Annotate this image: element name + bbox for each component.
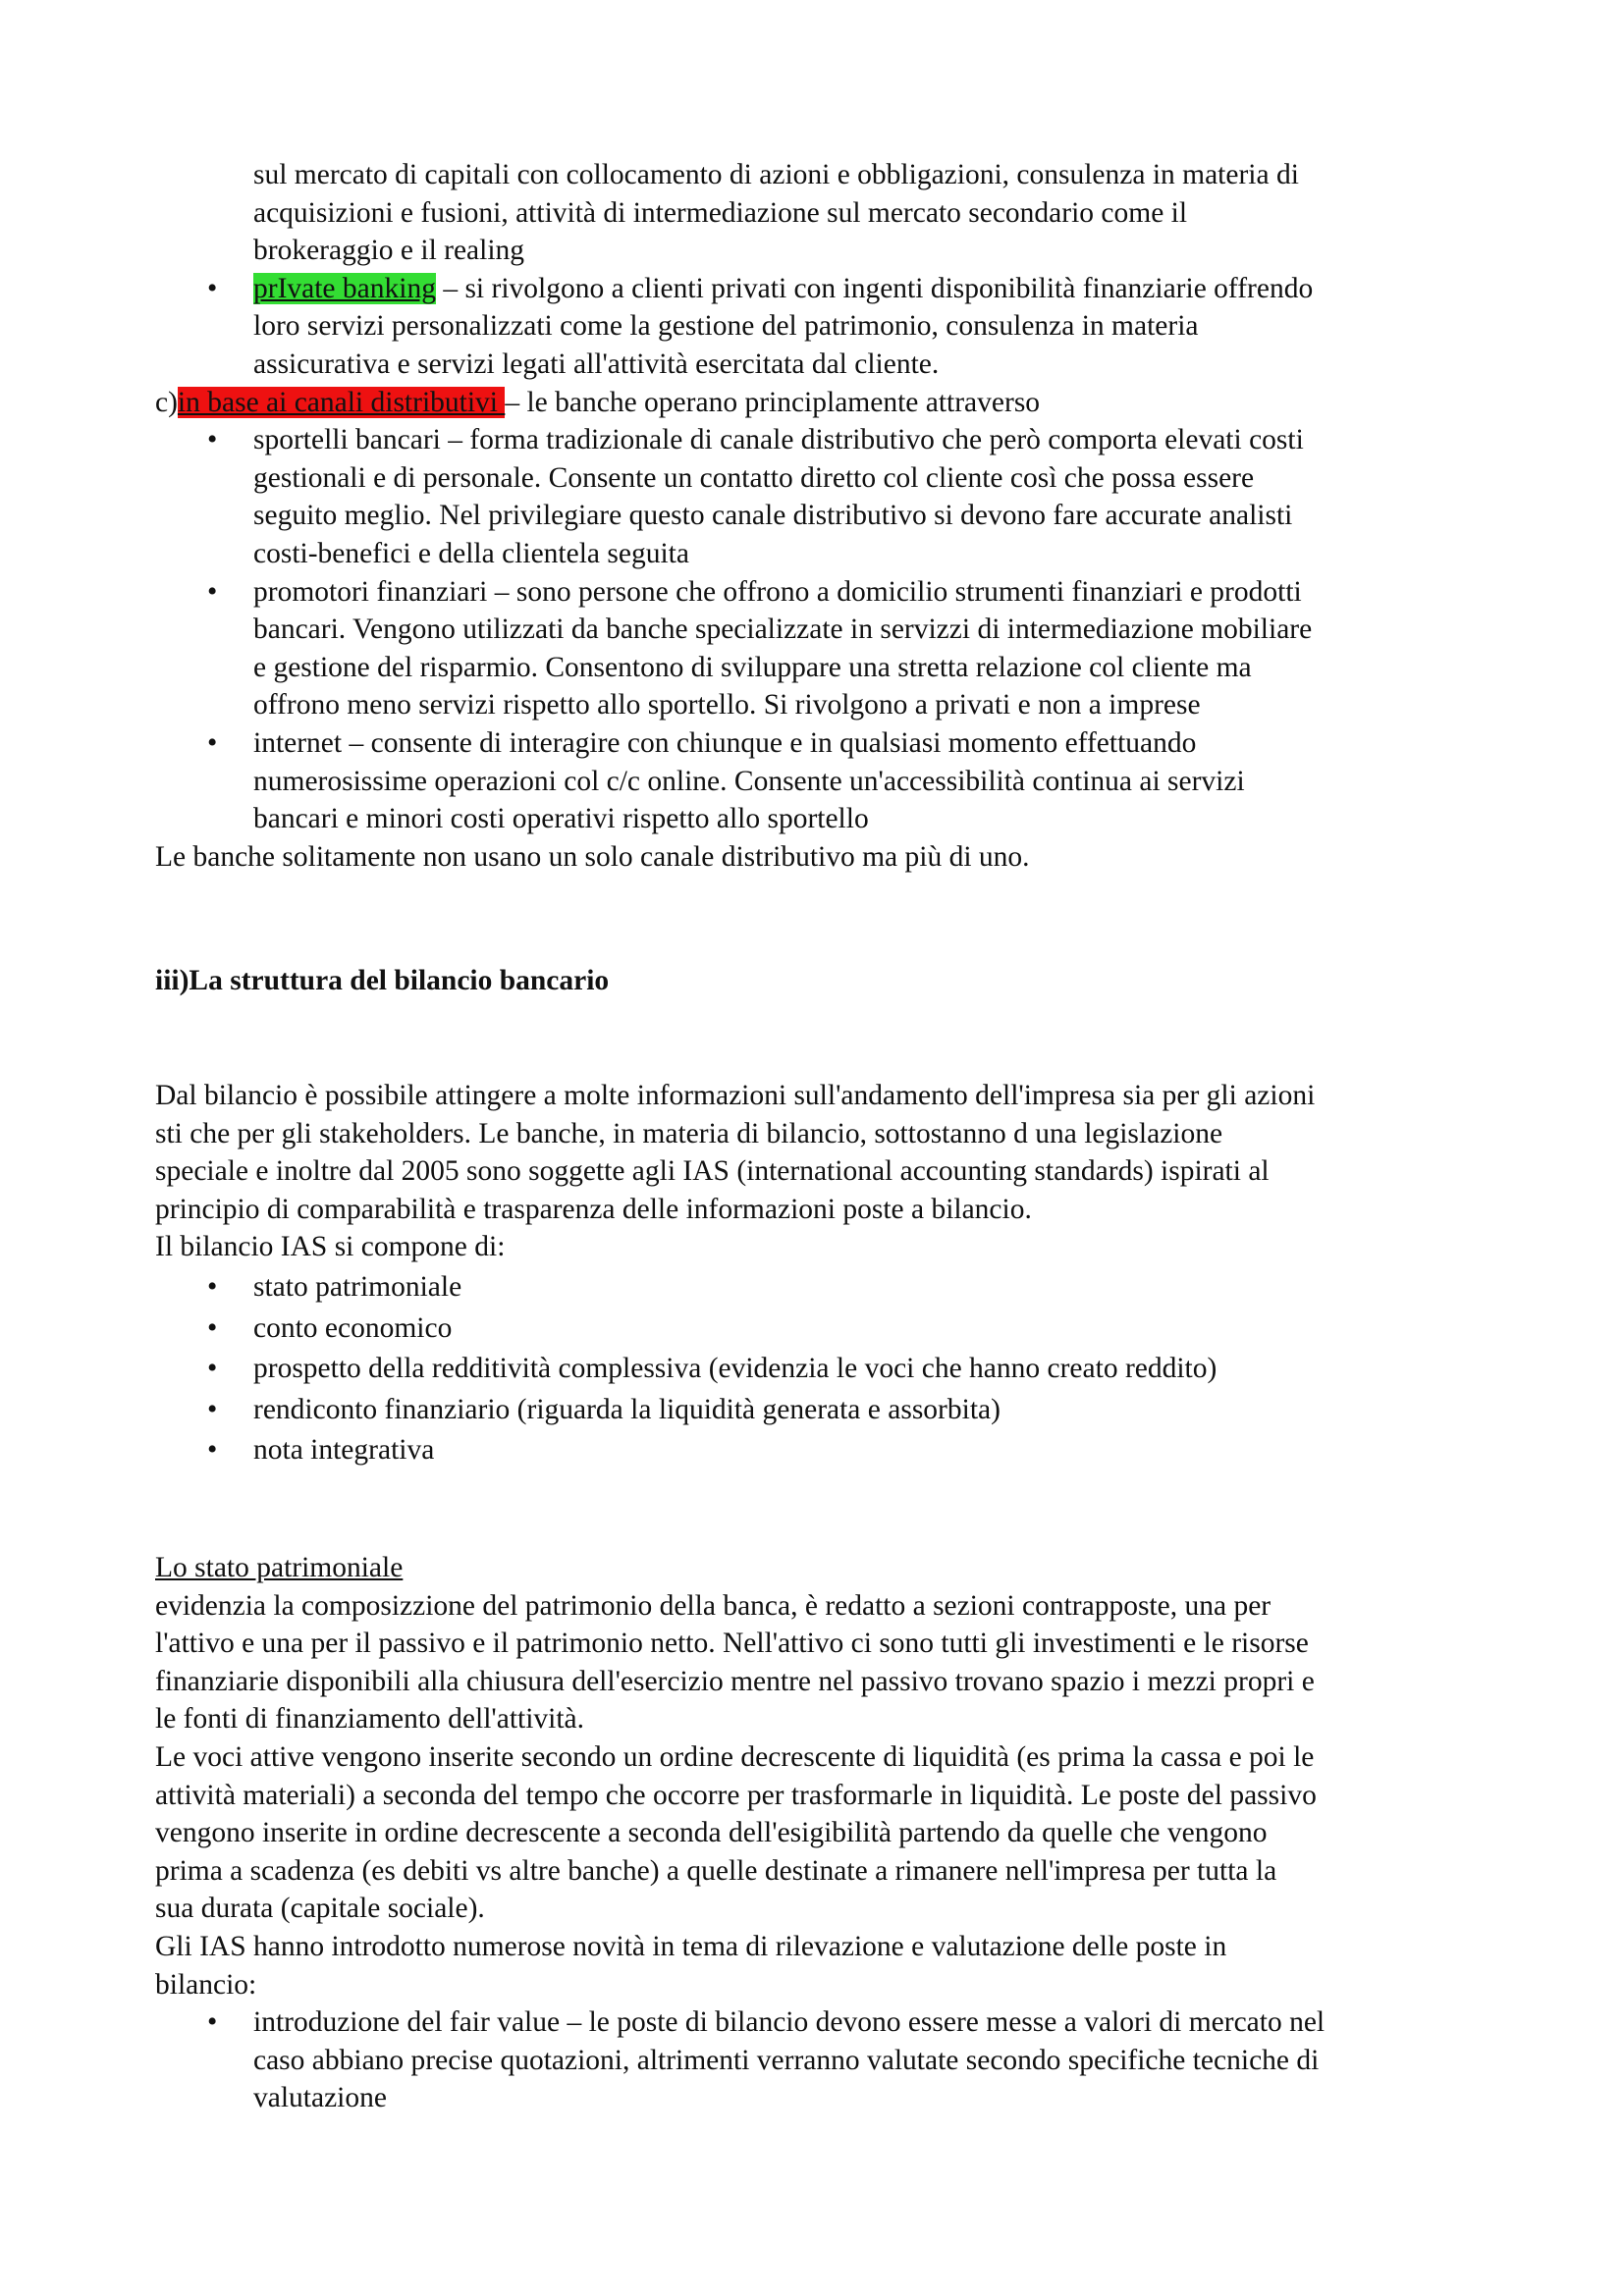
text-line: caso abbiano precise quotazioni, altrimenti verranno valutate secondo specifiche tecniche di xyxy=(253,2044,1320,2076)
text-line: Gli IAS hanno introdotto numerose novità in tema di rilevazione e valutazione delle poste in xyxy=(155,1930,1227,1962)
list-item xyxy=(155,1350,1481,1388)
highlight-canali-distributivi: in base ai canali distributivi xyxy=(177,386,506,418)
bullet-icon: • xyxy=(207,726,218,759)
text-span: internet – consente di interagire con chiunque e in qualsiasi momento effettuando xyxy=(253,726,1197,759)
list-item-internet xyxy=(155,724,1481,838)
text-span: – si rivolgono a clienti privati con ingenti disponibilità finanziarie offrendo xyxy=(435,272,1314,304)
bullet-icon: • xyxy=(207,575,218,608)
text-line: Dal bilancio è possibile attingere a molte informazioni sull'andamento dell'impresa sia per gli azioni xyxy=(155,1080,1316,1111)
text-line: loro servizi personalizzati come la gestione del patrimonio, consulenza in materia xyxy=(253,310,1199,343)
list-item xyxy=(155,1309,1481,1348)
text-line: Le voci attive vengono inserite secondo un ordine decrescente di liquidità (es prima la cassa e poi le xyxy=(155,1740,1315,1773)
list-item xyxy=(155,1391,1481,1429)
list-item-private-banking xyxy=(155,270,1481,384)
text-line: offrono meno servizi rispetto allo sportello. Si rivolgono a privati e non a imprese xyxy=(253,689,1201,721)
text-line: sua durata (capitale sociale). xyxy=(155,1893,485,1925)
text-span: promotori finanziari – sono persone che offrono a domicilio strumenti finanziari e prodotti xyxy=(253,575,1302,608)
section-bilancio-intro xyxy=(155,1077,1481,1469)
text-line: evidenzia la composizzione del patrimonio della banca, è redatto a sezioni contrapposte, una per xyxy=(155,1589,1271,1622)
text-line: attività materiali) a seconda del tempo che occorre per trasformarle in liquidità. Le poste del passivo xyxy=(155,1779,1317,1811)
bullet-icon: • xyxy=(207,2006,218,2039)
list-item-promotori xyxy=(155,573,1481,724)
text-line: numerosissime operazioni col c/c online. Consente un'accessibilità continua ai servizi xyxy=(253,765,1245,797)
heading-block xyxy=(155,962,1481,1000)
text-line: assicurativa e servizi legati all'attività esercitata dal cliente. xyxy=(253,347,940,380)
section-c-prefix: c) xyxy=(155,386,178,418)
text-line: acquisizioni e fusioni, attività di intermediazione sul mercato secondario come il xyxy=(253,196,1188,229)
bullet-icon: • xyxy=(207,1311,218,1344)
text-span: conto economico xyxy=(253,1311,453,1344)
text-line: valutazione xyxy=(253,2082,387,2114)
text-line: seguito meglio. Nel privilegiare questo canale distributivo si devono fare accurate analisti xyxy=(253,500,1293,532)
text-line: speciale e inoltre dal 2005 sono soggette agli IAS (international accounting standards) ispirati al xyxy=(155,1155,1270,1188)
section-stato-patrimoniale xyxy=(155,1549,1481,2117)
channels-note: Le banche solitamente non usano un solo canale distributivo ma più di uno. xyxy=(155,840,1030,873)
text-span: nota integrativa xyxy=(253,1434,435,1467)
text-line: bilancio: xyxy=(155,1968,257,2001)
list-item-fair-value xyxy=(155,2003,1481,2117)
text-line: costi-benefici e della clientela seguita xyxy=(253,537,689,569)
text-line: principio di comparabilità e trasparenza delle informazioni poste a bilancio. xyxy=(155,1193,1032,1225)
text-line: bancari. Vengono utilizzati da banche specializzate in servizzi di intermediazione mobiliare xyxy=(253,614,1313,646)
bullet-icon: • xyxy=(207,1393,218,1425)
bullet-icon: • xyxy=(207,1353,218,1385)
text-line: sti che per gli stakeholders. Le banche, in materia di bilancio, sottostanno d una legislazione xyxy=(155,1117,1223,1149)
text-line: gestionali e di personale. Consente un contatto diretto col cliente così che possa essere xyxy=(253,461,1255,494)
text-line: bancari e minori costi operativi rispetto allo sportello xyxy=(253,803,869,835)
text-span: prospetto della redditività complessiva (evidenzia le voci che hanno creato reddito) xyxy=(253,1353,1217,1385)
text-span: introduzione del fair value – le poste di bilancio devono essere messe a valori di mercato nel xyxy=(253,2006,1325,2039)
highlight-private-banking: prIvate banking xyxy=(253,272,436,304)
text-span: rendiconto finanziario (riguarda la liquidità generata e assorbita) xyxy=(253,1393,1001,1425)
list-item xyxy=(155,1268,1481,1307)
text-line: e gestione del risparmio. Consentono di sviluppare una stretta relazione col cliente ma xyxy=(253,651,1252,683)
text-line: l'attivo e una per il passivo e il patrimonio netto. Nell'attivo ci sono tutti gli investimenti e le risorse xyxy=(155,1628,1309,1660)
list-item xyxy=(155,1431,1481,1469)
text-line: finanziarie disponibili alla chiusura dell'esercizio mentre nel passivo trovano spazio i mezzi propri e xyxy=(155,1665,1315,1697)
text-span: – le banche operano principlamente attraverso xyxy=(505,386,1041,418)
text-span: sportelli bancari – forma tradizionale di canale distributivo che però comporta elevati costi xyxy=(253,424,1304,456)
bullet-icon: • xyxy=(207,272,218,304)
bullet-icon: • xyxy=(207,1270,218,1303)
subsection-heading: Lo stato patrimoniale xyxy=(155,1552,404,1583)
bullet-icon: • xyxy=(207,424,218,456)
text-line: le fonti di finanziamento dell'attività. xyxy=(155,1703,585,1735)
bullet-icon: • xyxy=(207,1434,218,1467)
text-line: Il bilancio IAS si compone di: xyxy=(155,1231,506,1263)
section-c-line xyxy=(155,384,1481,422)
text-line: prima a scadenza (es debiti vs altre banche) a quelle destinate a rimanere nell'impresa per tutta la xyxy=(155,1854,1277,1887)
text-line: brokeraggio e il realing xyxy=(253,235,525,267)
text-line: sul mercato di capitali con collocamento di azioni e obbligazioni, consulenza in materia di xyxy=(253,159,1299,190)
section-bank-types xyxy=(155,156,1481,876)
section-heading: iii)La struttura del bilancio bancario xyxy=(155,965,610,996)
list-item-sportelli xyxy=(155,421,1481,572)
text-span: stato patrimoniale xyxy=(253,1270,462,1303)
text-line: vengono inserite in ordine decrescente a seconda dell'esigibilità partendo da quelle che vengono xyxy=(155,1817,1268,1849)
